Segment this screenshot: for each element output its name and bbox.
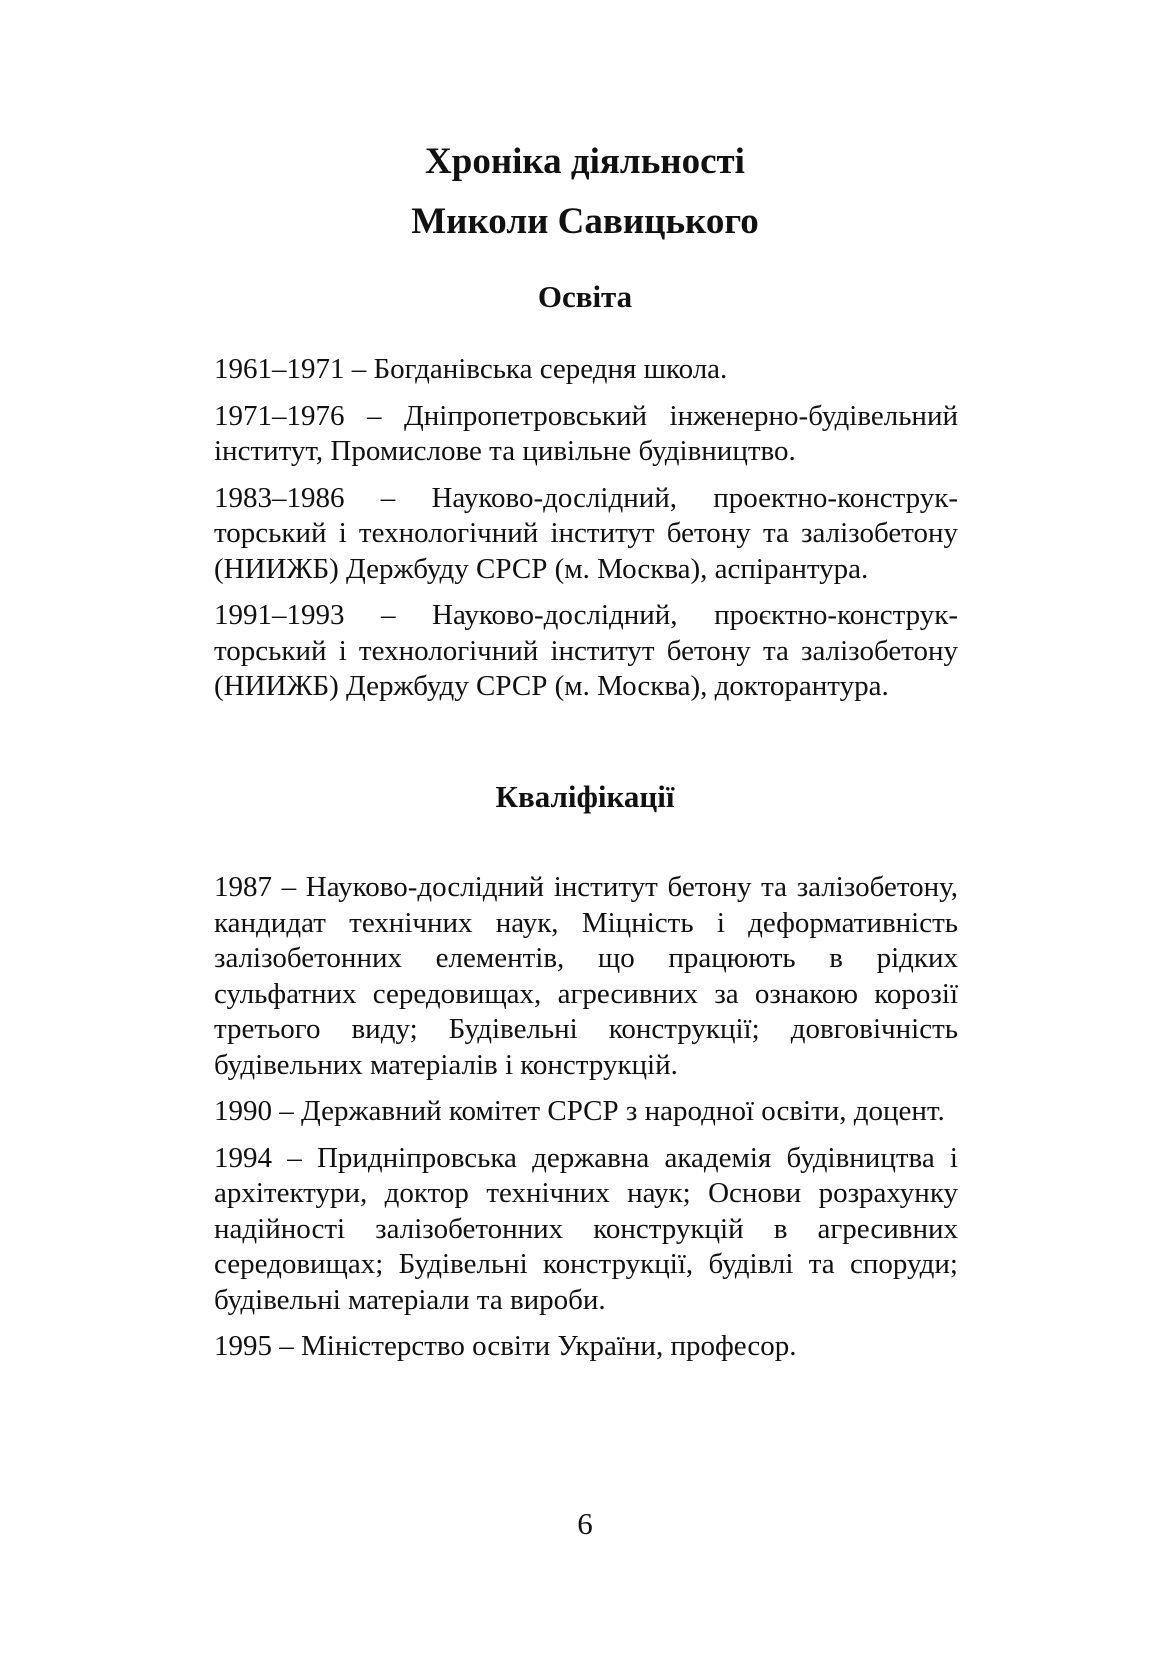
- page-number: 6: [577, 1506, 593, 1541]
- education-entry: 1991–1993 – Науково-дослідний, проєктно-конструк-торський і технологічний інститут бетону та залізобетону (НИИЖБ) Держбуду СРСР (м. Москва), докторантура.: [214, 599, 958, 702]
- qualifications-heading: Кваліфікації: [495, 779, 675, 814]
- education-entry: 1971–1976 – Дніпропетровський інженерно-будівельний інститут, Промислове та цивільне будівництво.: [214, 399, 958, 467]
- education-heading: Освіта: [537, 279, 633, 314]
- qualifications-section: [214, 870, 958, 1376]
- education-section: [214, 352, 958, 716]
- education-entry: 1961–1971 – Богданівська середня школа.: [214, 353, 728, 385]
- qualification-entry: 1995 – Міністерство освіти України, професор.: [214, 1330, 797, 1362]
- qualification-entry: 1990 – Державний комітет СРСР з народної освіти, доцент.: [214, 1095, 945, 1127]
- page-title-line-2: Миколи Савицького: [411, 201, 759, 242]
- qualification-entry: 1994 – Придніпровська державна академія будівництва і архітектури, доктор технічних наук; Основи розрахунку надійності залізобетонних конструкцій в агресивних середовищах; Будівельні конструкції, будівлі та споруди; будівельні матеріали та вироби.: [214, 1141, 958, 1316]
- page-title-line-1: Хроніка діяльності: [425, 141, 745, 182]
- qualification-entry: 1987 – Науково-дослідний інститут бетону та залізобетону, кандидат технічних наук, Міцність і деформативність залізобетонних елементів, що працюють в рідких сульфатних середовищах, агресивних за ознакою корозії третього виду; Будівельні конструкції; довговічність будівельних матеріалів і конструкцій.: [214, 871, 958, 1081]
- education-entry: 1983–1986 – Науково-дослідний, проектно-конструк-торський і технологічний інститут бетону та залізобетону (НИИЖБ) Держбуду СРСР (м. Москва), аспірантура.: [214, 481, 958, 585]
